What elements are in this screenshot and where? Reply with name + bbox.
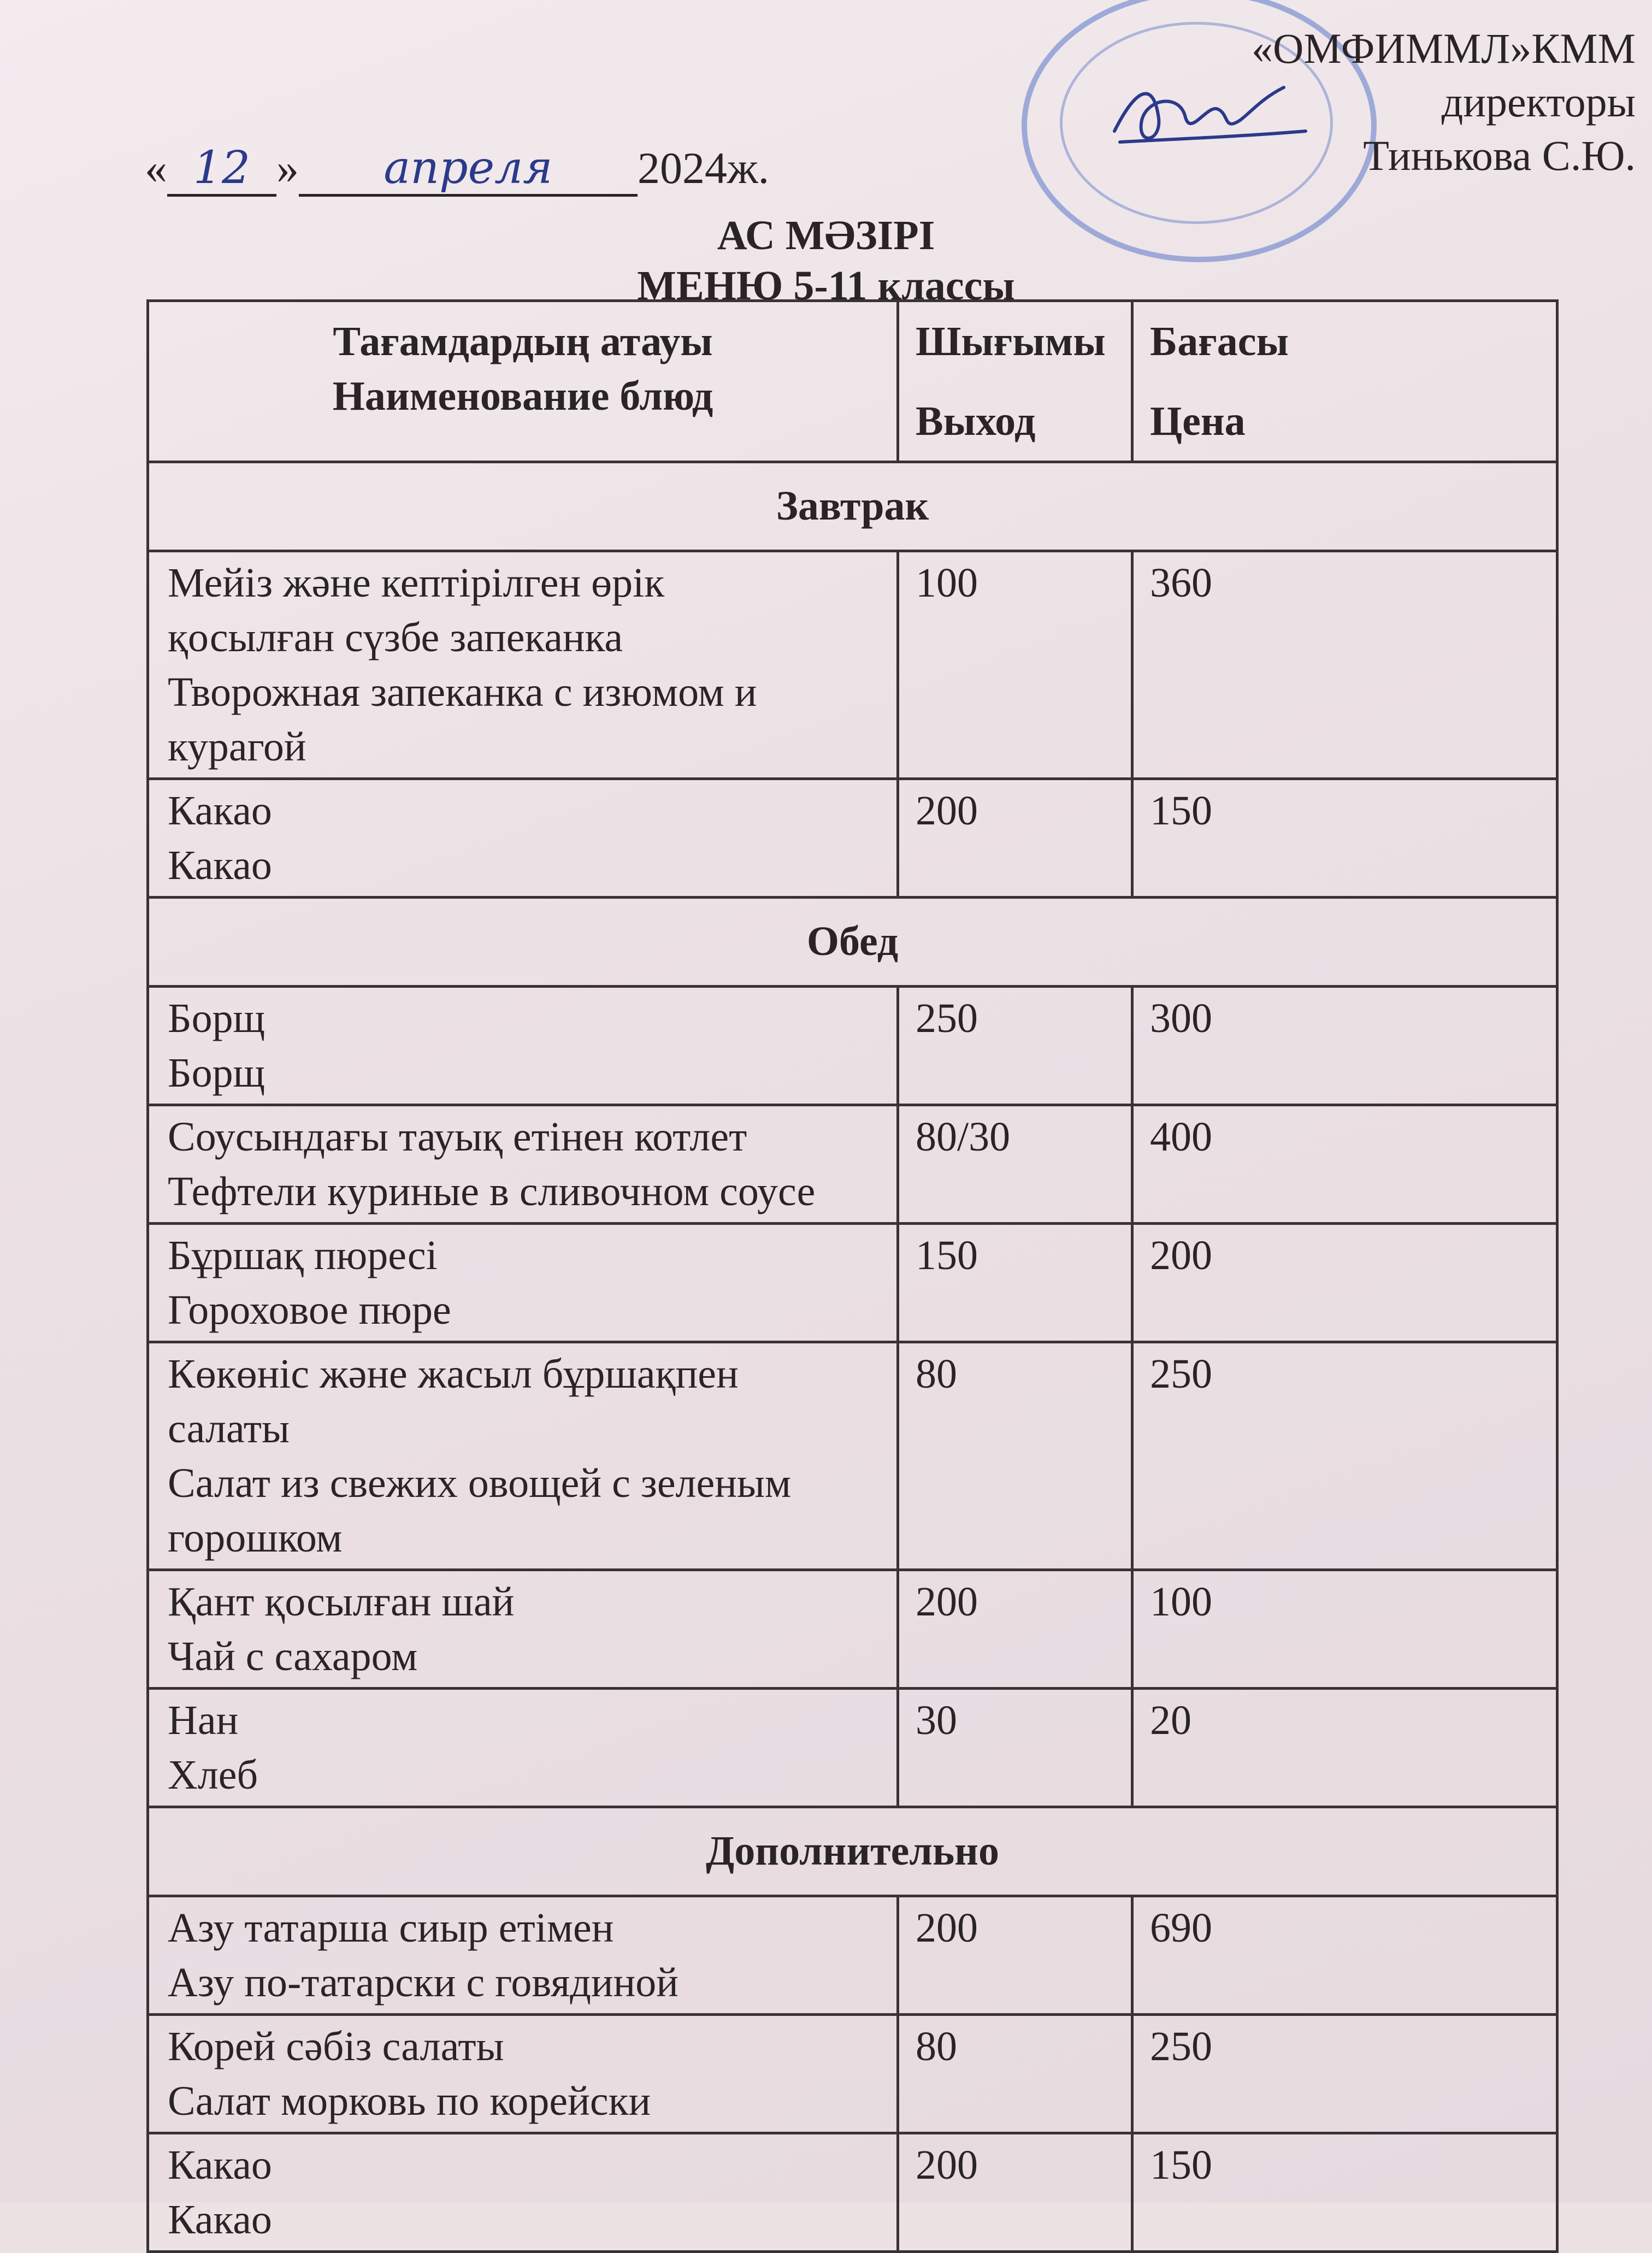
dish-name-ru: Азу по-татарски с говядиной [168, 1960, 678, 2006]
section-row [148, 1807, 1557, 1896]
dish-name-kz: Корей сәбіз салаты [168, 2024, 504, 2069]
table-row [148, 779, 1557, 898]
header-output-cell [898, 301, 1132, 462]
header-output-kz: Шығымы [916, 319, 1106, 364]
table-row [148, 1224, 1557, 1342]
dish-name-ru: Чай с сахаром [168, 1633, 418, 1679]
dish-price: 200 [1132, 1224, 1557, 1342]
dish-name-cell [148, 1224, 898, 1342]
dish-price: 400 [1132, 1105, 1557, 1224]
header-output-ru: Выход [916, 398, 1036, 444]
dish-name-ru: Тефтели куриные в сливочном соусе [168, 1169, 816, 1214]
dish-name-kz: Мейіз және кептірілген өрік қосылған сүзбе запеканка [168, 560, 665, 660]
dish-name-cell [148, 779, 898, 898]
dish-name-kz: Көкөніс және жасыл бұршақпен салаты [168, 1351, 739, 1452]
title-ru: МЕНЮ 5-11 классы [637, 263, 1015, 309]
date-day: 12 [167, 142, 276, 197]
director-name: Тинькова С.Ю. [1363, 132, 1636, 179]
section-title: Дополнительно [148, 1807, 1557, 1896]
section-title: Обед [148, 898, 1557, 987]
header-name-cell [148, 301, 898, 462]
date-month: апреля [299, 142, 638, 197]
date-line [145, 142, 769, 197]
dish-name-kz: Қант қосылған шай [168, 1579, 515, 1625]
dish-output: 80/30 [898, 1105, 1132, 1224]
dish-price: 690 [1132, 1896, 1557, 2015]
dish-price: 150 [1132, 2133, 1557, 2252]
header-price-kz: Бағасы [1150, 319, 1289, 364]
table-row [148, 2015, 1557, 2133]
section-title: Завтрак [148, 462, 1557, 551]
dish-output: 80 [898, 1342, 1132, 1570]
table-row [148, 551, 1557, 779]
dish-output: 200 [898, 1570, 1132, 1689]
dish-name-ru: Творожная запеканка с изюмом и курагой [168, 669, 757, 770]
date-year: 2024ж. [638, 143, 770, 193]
dish-name-kz: Какао [168, 2142, 272, 2188]
dish-output: 150 [898, 1224, 1132, 1342]
org-name: «ОМФИММЛ»КММ [1252, 25, 1636, 72]
dish-price: 250 [1132, 1342, 1557, 1570]
table-row [148, 1105, 1557, 1224]
dish-name-cell [148, 1896, 898, 2015]
dish-name-ru: Гороховое пюре [168, 1287, 451, 1333]
dish-name-kz: Какао [168, 788, 272, 834]
dish-name-cell [148, 551, 898, 779]
table-row [148, 987, 1557, 1105]
dish-name-cell [148, 1570, 898, 1689]
dish-name-cell [148, 1105, 898, 1224]
position-label: директоры [1441, 78, 1636, 126]
approval-header [1252, 22, 1636, 182]
dish-output: 200 [898, 2133, 1132, 2252]
table-row [148, 1570, 1557, 1689]
dish-name-ru: Какао [168, 2197, 272, 2243]
dish-name-ru: Салат морковь по корейски [168, 2078, 651, 2124]
dish-price: 360 [1132, 551, 1557, 779]
header-price-cell [1132, 301, 1557, 462]
menu-table [146, 299, 1559, 2253]
date-close-quote: » [276, 143, 299, 193]
dish-name-kz: Нан [168, 1697, 239, 1743]
dish-name-kz: Бұршақ пюресі [168, 1232, 438, 1278]
table-row [148, 2133, 1557, 2252]
dish-price: 150 [1132, 779, 1557, 898]
dish-name-cell [148, 987, 898, 1105]
header-row [148, 301, 1557, 462]
dish-price: 250 [1132, 2015, 1557, 2133]
header-name-ru: Наименование блюд [332, 373, 713, 419]
dish-price: 20 [1132, 1689, 1557, 1807]
page-title [0, 210, 1652, 311]
dish-name-cell [148, 1342, 898, 1570]
dish-price: 100 [1132, 1570, 1557, 1689]
dish-name-ru: Какао [168, 842, 272, 888]
dish-name-cell [148, 1689, 898, 1807]
dish-name-kz: Борщ [168, 995, 266, 1041]
section-row [148, 898, 1557, 987]
dish-name-cell [148, 2015, 898, 2133]
dish-name-kz: Соусындағы тауық етінен котлет [168, 1114, 747, 1160]
table-row [148, 1896, 1557, 2015]
dish-output: 200 [898, 779, 1132, 898]
dish-output: 200 [898, 1896, 1132, 2015]
dish-name-cell [148, 2133, 898, 2252]
header-name-kz: Тағамдардың атауы [333, 319, 713, 364]
dish-output: 30 [898, 1689, 1132, 1807]
section-row [148, 462, 1557, 551]
title-kz: АС МӘЗІРІ [717, 213, 935, 258]
dish-price: 300 [1132, 987, 1557, 1105]
table-row [148, 1342, 1557, 1570]
dish-name-ru: Хлеб [168, 1752, 258, 1798]
date-open-quote: « [145, 143, 167, 193]
dish-output: 250 [898, 987, 1132, 1105]
dish-name-ru: Салат из свежих овощей с зеленым горошком [168, 1460, 792, 1561]
dish-name-kz: Азу татарша сиыр етімен [168, 1905, 614, 1951]
table-row [148, 1689, 1557, 1807]
dish-output: 80 [898, 2015, 1132, 2133]
dish-output: 100 [898, 551, 1132, 779]
dish-name-ru: Борщ [168, 1050, 266, 1096]
header-price-ru: Цена [1150, 398, 1246, 444]
